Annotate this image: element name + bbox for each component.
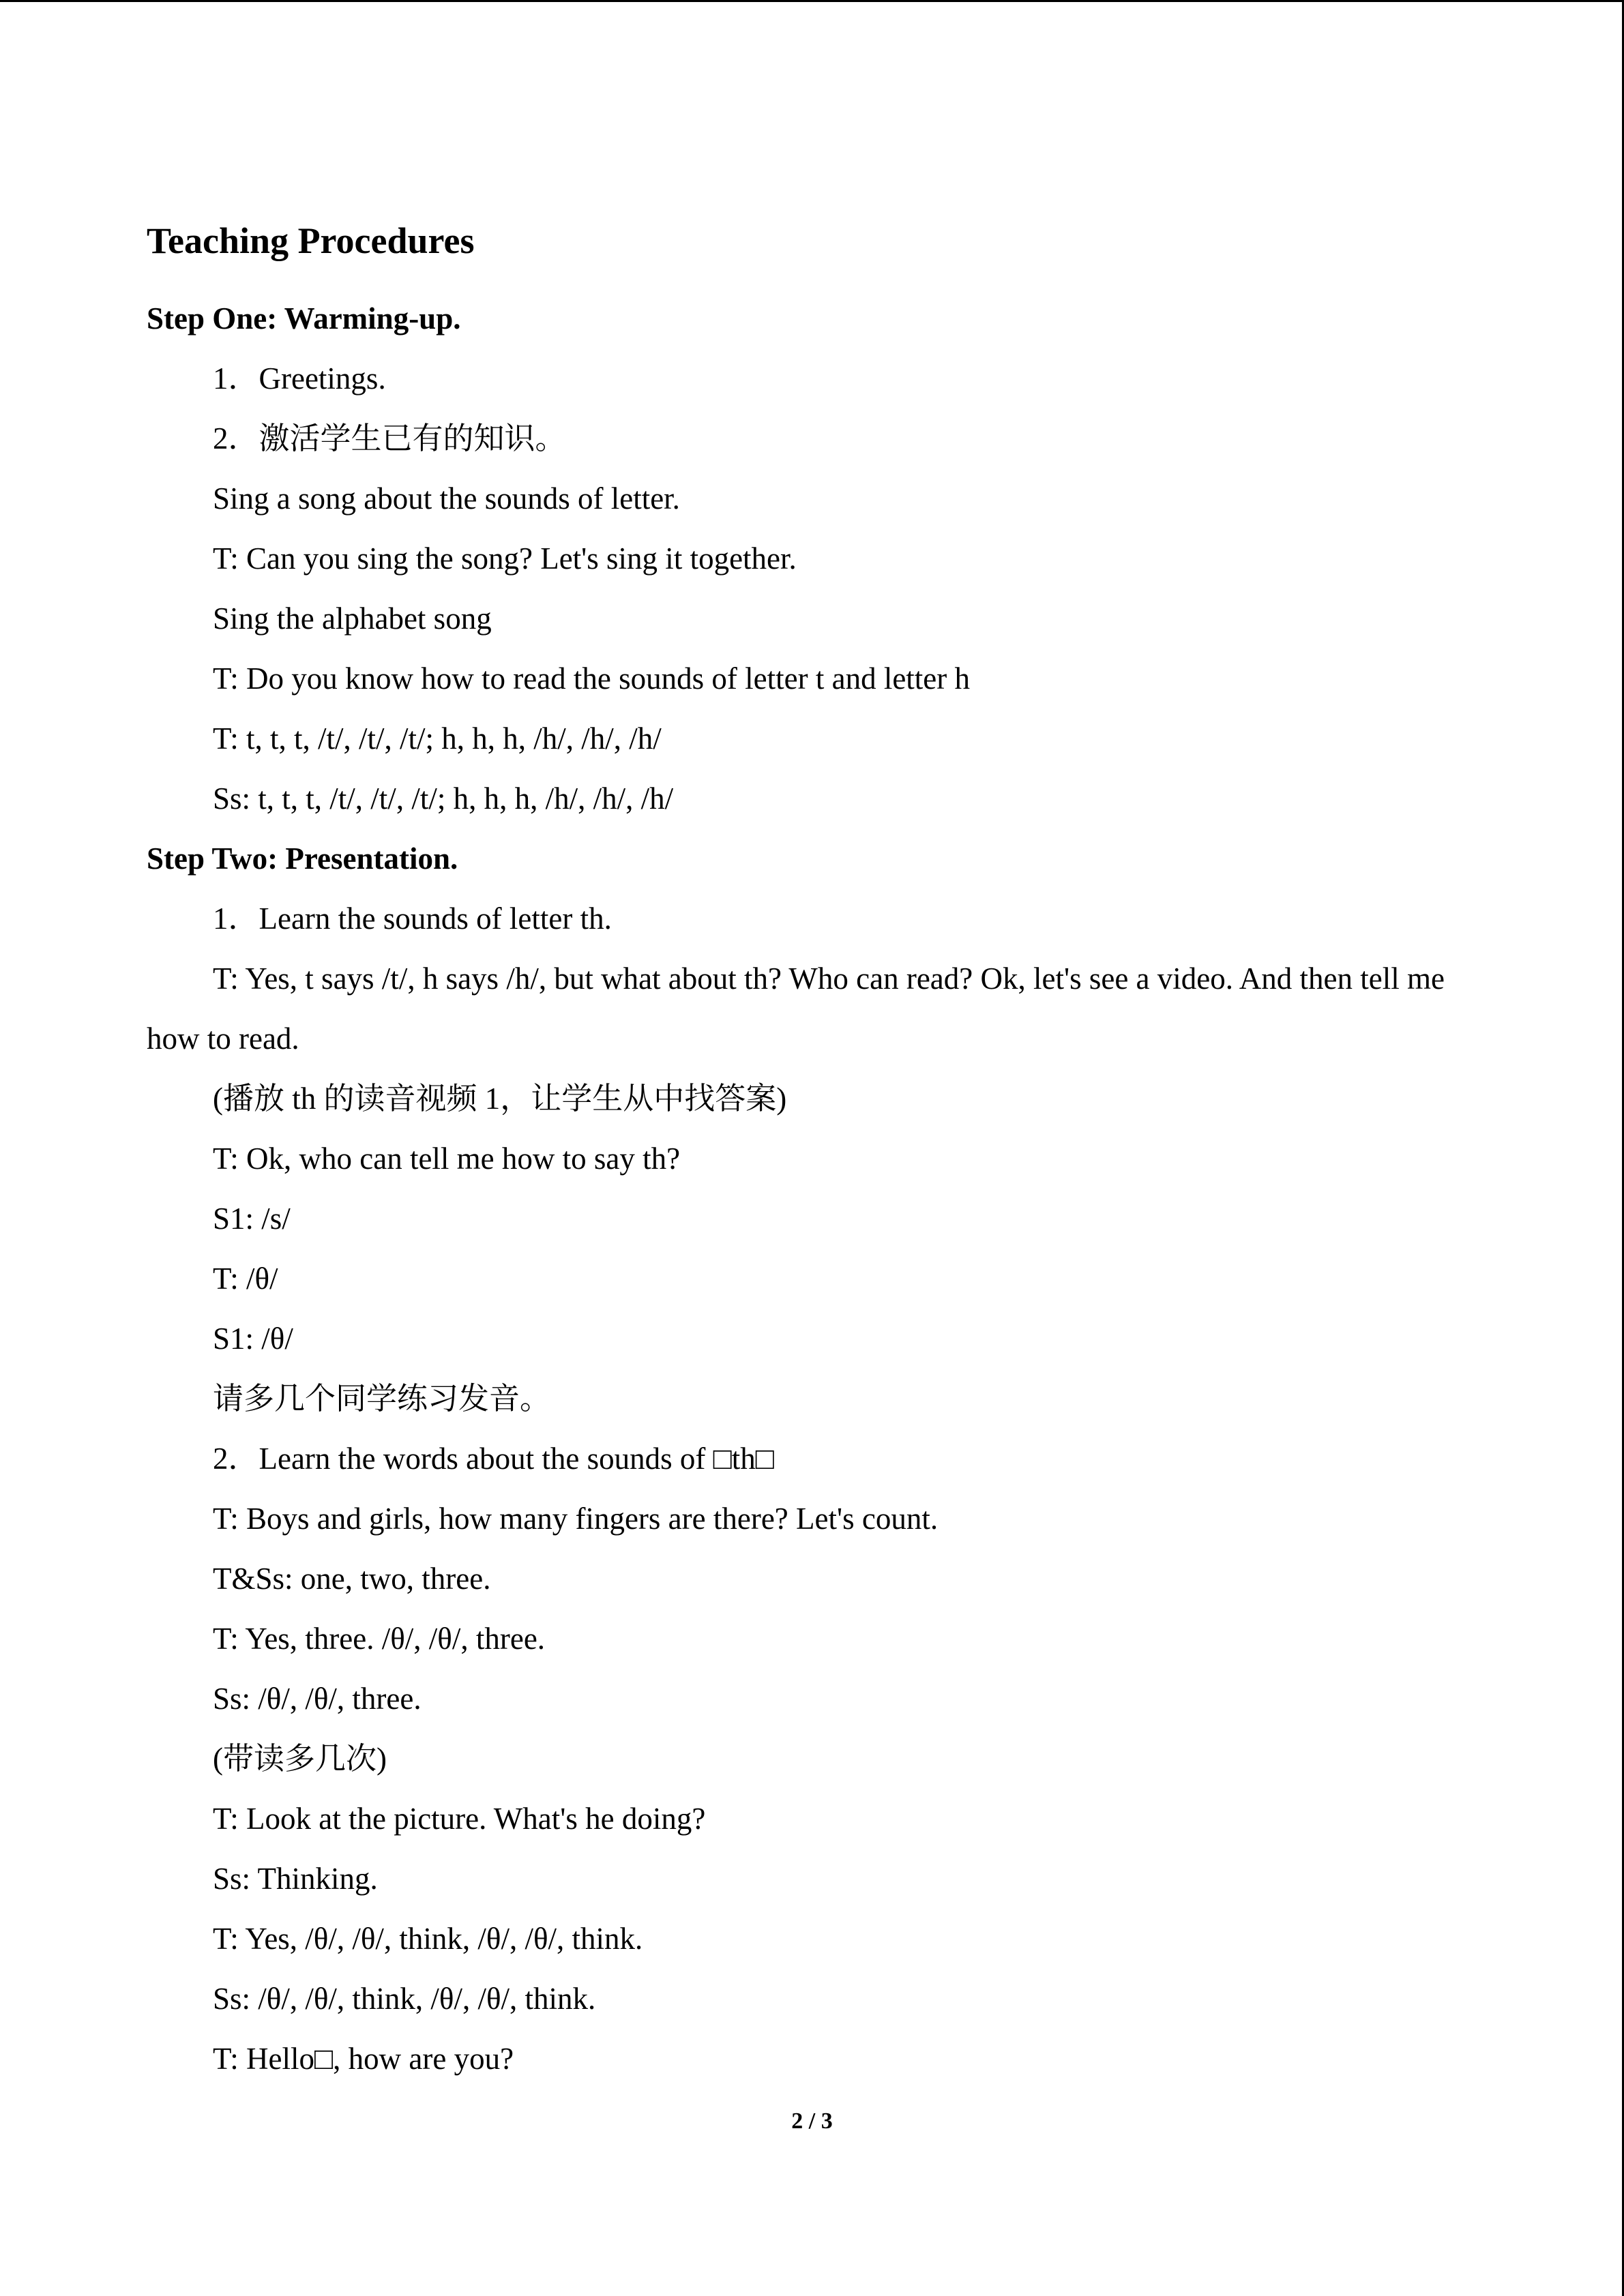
paragraph: T: Can you sing the song? Let's sing it together. (213, 541, 797, 576)
page-title: Teaching Procedures (147, 220, 475, 261)
paragraph: Ss: /θ/, /θ/, three. (213, 1682, 422, 1716)
paragraph: T: Hello□, how are you? (213, 2042, 514, 2076)
paragraph: 1．Greetings. (213, 361, 386, 396)
paragraph: (带读多几次) (213, 1742, 387, 1776)
paragraph: Ss: Thinking. (213, 1862, 378, 1896)
paragraph: T&Ss: one, two, three. (213, 1562, 491, 1596)
paragraph: 2．激活学生已有的知识。 (213, 421, 566, 456)
paragraph: T: Look at the picture. What's he doing? (213, 1802, 706, 1836)
paragraph: Sing a song about the sounds of letter. (213, 481, 680, 516)
paragraph: (播放 th 的读音视频 1，让学生从中找答案) (213, 1082, 787, 1116)
paragraph: T: Yes, three. /θ/, /θ/, three. (213, 1622, 546, 1656)
paragraph: 请多几个同学练习发音。 (213, 1382, 551, 1416)
paragraph: S1: /s/ (213, 1202, 291, 1236)
paragraph: T: Yes, /θ/, /θ/, think, /θ/, /θ/, think. (213, 1922, 643, 1956)
paragraph: 1．Learn the sounds of letter th. (213, 901, 612, 936)
paragraph: S1: /θ/ (213, 1322, 293, 1356)
paragraph: T: Yes, t says /t/, h says /h/, but what about th? Who can read? Ok, let's see a video. And then tell me how to read. (147, 961, 1453, 1056)
section-heading-step-two: Step Two: Presentation. (147, 841, 458, 876)
paragraph: Ss: /θ/, /θ/, think, /θ/, /θ/, think. (213, 1982, 596, 2016)
paragraph: T: Do you know how to read the sounds of letter t and letter h (213, 661, 971, 696)
page-number: 2 / 3 (791, 2108, 833, 2134)
paragraph: T: Boys and girls, how many fingers are there? Let's count. (213, 1502, 939, 1536)
paragraph: Sing the alphabet song (213, 601, 492, 636)
paragraph: 2．Learn the words about the sounds of □th□ (213, 1442, 774, 1476)
paragraph: T: Ok, who can tell me how to say th? (213, 1142, 681, 1176)
paragraph: Ss: t, t, t, /t/, /t/, /t/; h, h, h, /h/, /h/, /h/ (213, 781, 674, 816)
section-heading-step-one: Step One: Warming-up. (147, 301, 461, 336)
document-body (147, 213, 1483, 2089)
paragraph: T: t, t, t, /t/, /t/, /t/; h, h, h, /h/, /h/, /h/ (213, 721, 662, 756)
paragraph: T: /θ/ (213, 1262, 278, 1296)
